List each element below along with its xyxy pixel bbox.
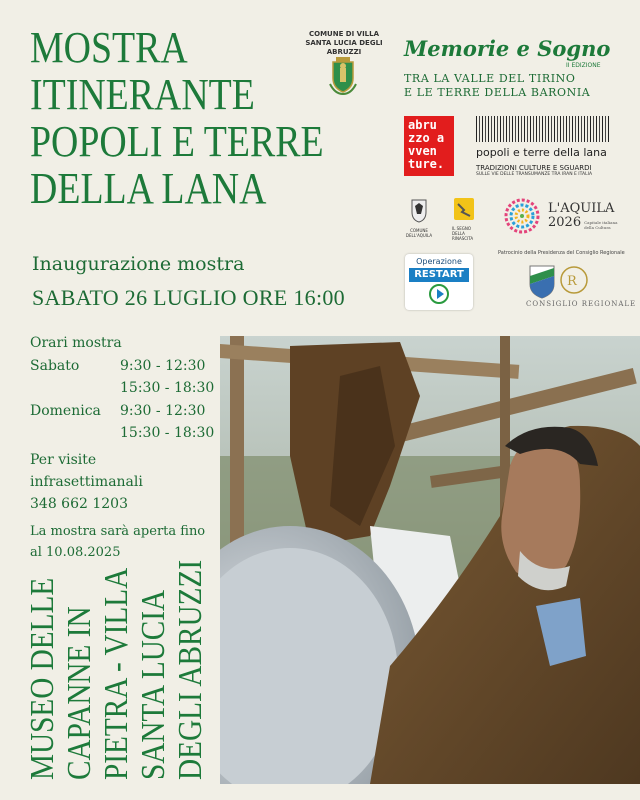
hours-row [30, 377, 214, 400]
title-line: POPOLI E TERRE [30, 117, 324, 166]
hours-row [30, 355, 214, 378]
hours-day: Domenica [30, 402, 101, 419]
venue-line: DEGLI ABRUZZI [172, 559, 209, 780]
popoli-terre-lana-logo [476, 116, 612, 177]
phone-number: 348 662 1203 [30, 495, 128, 512]
logo-caption: IL SEGNO DELLA RINASCITA [452, 226, 474, 241]
hours-time: 9:30 - 12:30 [120, 402, 206, 419]
logo-name: L'AQUILA [548, 201, 615, 216]
hours-row [30, 400, 214, 423]
play-icon [429, 284, 449, 304]
logo-text: ture. [408, 157, 445, 171]
hours-heading: Orari mostra [30, 335, 122, 351]
subtitle-line: E LE TERRE DELLA BARONIA [404, 86, 591, 99]
eagle-crest-icon [402, 196, 436, 224]
memorie-subtitle [404, 72, 624, 100]
opening-hours [30, 332, 214, 563]
venue-line: SANTA LUCIA [135, 589, 172, 780]
title-line: DELLA LANA [30, 164, 267, 213]
abruzzo-avventure-logo [404, 116, 454, 176]
venue-line: MUSEO DELLE [24, 577, 61, 780]
inaugurazione-date: SABATO 26 LUGLIO ORE 16:00 [32, 285, 345, 310]
hours-time: 9:30 - 12:30 [120, 357, 206, 374]
hours-day [30, 422, 120, 445]
restart-label: Operazione [416, 257, 462, 266]
logo-caption: COMUNE DELL'AQUILA [405, 228, 433, 238]
hours-row [30, 422, 214, 445]
hours-time: 15:30 - 18:30 [120, 380, 215, 396]
barcode-graphic [476, 116, 610, 142]
logo-tagline: TRADIZIONI CULTURE E SGUARDI [476, 164, 592, 172]
title-line: MOSTRA [30, 23, 188, 72]
comune-label: COMUNE DI VILLA SANTA LUCIA DEGLI ABRUZZI [305, 30, 383, 56]
patrocinio-label: Patrocinio della Presidenza del Consiglio Regionale [498, 250, 625, 256]
aperta-line: al 10.08.2025 [30, 544, 121, 560]
visite-line: infrasettimanali [30, 473, 143, 490]
comune-aquila-logo [402, 196, 436, 238]
consiglio-regionale-crest-icon [526, 262, 602, 300]
title-line: ITINERANTE [30, 70, 255, 119]
logo-year: 2026 [548, 215, 582, 230]
visite-line: Per visite [30, 451, 97, 468]
logo-text: vven [408, 144, 437, 158]
comune-crest-icon [327, 56, 359, 96]
inaugurazione-heading: Inaugurazione mostra [32, 253, 245, 275]
segno-rinascita-logo [452, 196, 482, 241]
consiglio-regionale-label: CONSIGLIO REGIONALE [526, 300, 637, 308]
museo-venue-text [24, 559, 209, 780]
hours-day: Sabato [30, 357, 80, 374]
logo-caption: Capitale italiana della Cultura [584, 220, 618, 230]
shepherd-photo [220, 336, 640, 784]
venue-line: CAPANNE IN [61, 606, 98, 780]
memorie-sogno-logo: Memorie e Sogno [404, 36, 611, 61]
aperta-line: La mostra sarà aperta fino [30, 523, 206, 539]
laquila-2026-logo [548, 202, 624, 230]
edizione-label: II EDIZIONE [566, 62, 601, 69]
operazione-restart-logo [405, 254, 473, 310]
logo-name: popoli e terre della lana [476, 146, 607, 159]
logo-tagline-small: SULLE VIE DELLE TRANSUMANZE TRA IRAN E ITALIA [476, 172, 593, 177]
hours-time: 15:30 - 18:30 [120, 425, 215, 441]
rinascita-icon [452, 196, 476, 222]
aquila-2026-icon [502, 196, 544, 236]
hours-day [30, 377, 120, 400]
logo-text: abru [408, 118, 437, 132]
exhibition-title [30, 23, 324, 213]
restart-name: RESTART [409, 268, 469, 282]
subtitle-line: TRA LA VALLE DEL TIRINO [404, 72, 576, 85]
svg-text:R: R [567, 274, 577, 289]
logo-text: zzo a [408, 131, 445, 145]
venue-line: PIETRA - VILLA [98, 567, 135, 780]
